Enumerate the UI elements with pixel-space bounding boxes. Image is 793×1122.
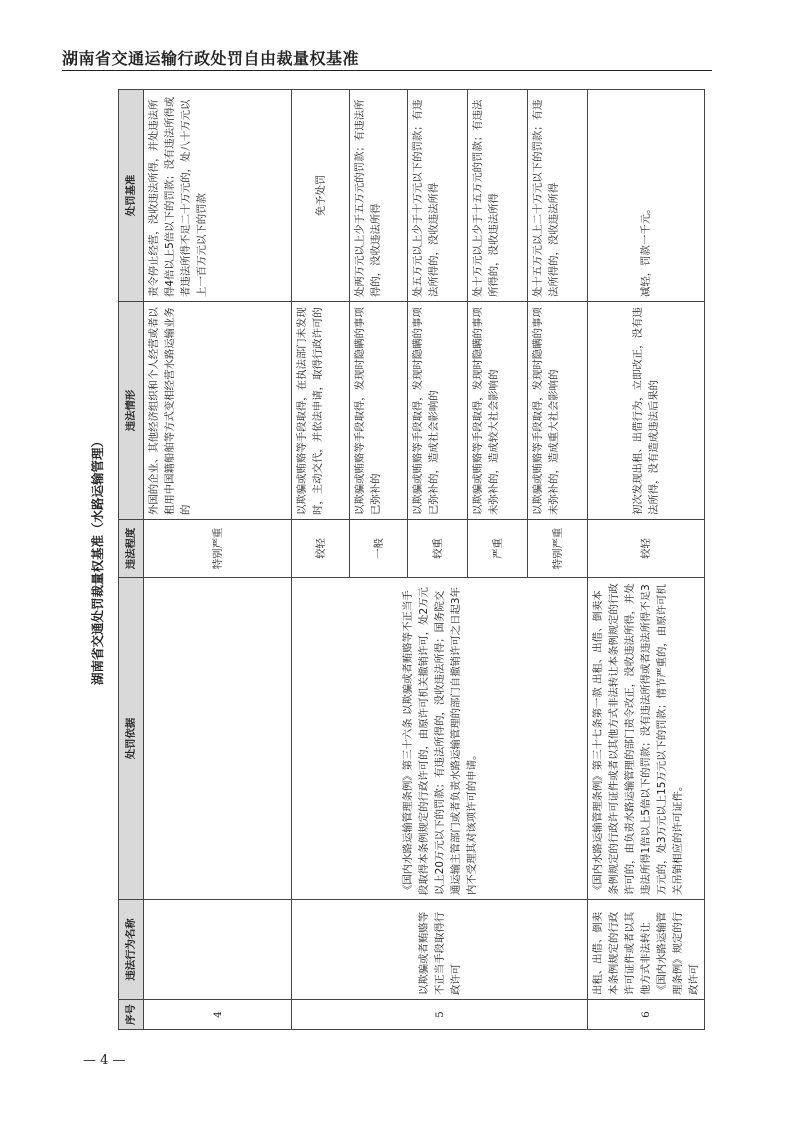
table-caption: 湖南省交通处罚裁量权基准（水路运输管理） (90, 435, 105, 686)
table-header-row (119, 90, 144, 1030)
row-number: 6 (588, 1000, 705, 1030)
col-header-severity: 违法程度 (119, 520, 144, 578)
page-number: — 4 — (83, 1053, 126, 1068)
penalty-basis (144, 578, 292, 900)
severity-cell: 特别严重 (144, 520, 292, 578)
standard-cell: 责令停止经营，没收违法所得，并处违法所得4倍以上5倍以下的罚款；没有违法所得或者违法所得不足二十万元的，处八十万元以上一百万元以下的罚款 (144, 90, 292, 302)
standard-cell: 处十万元以上少于十五万元的罚款；有违法所得的，没收违法所得 (468, 90, 528, 302)
col-header-standard: 处罚基准 (119, 90, 144, 302)
circumstance-cell: 以欺骗或贿赂等手段取得，发现时隐瞒的事项已弥补的，造成社会影响的 (408, 302, 468, 520)
severity-cell: 一般 (350, 520, 408, 578)
circumstance-cell: 以欺骗或贿赂等手段取得，发现时隐瞒的事项已弥补的 (350, 302, 408, 520)
col-header-num: 序号 (119, 1000, 144, 1030)
table-row (144, 90, 292, 1030)
rotated-table-container (90, 90, 708, 1030)
standard-cell: 免予处罚 (292, 90, 350, 302)
standard-cell: 减轻，罚款一千元。 (588, 90, 705, 302)
header-rule (62, 70, 712, 71)
row-number: 4 (144, 1000, 292, 1030)
circumstance-cell: 以欺骗或贿赂等手段取得，发现时隐瞒的事项未弥补的，造成重大社会影响的 (528, 302, 588, 520)
running-header: 湖南省交通运输行政处罚自由裁量权基准 (62, 49, 360, 68)
circumstance-cell: 以欺骗或贿赂等手段取得，发现时隐瞒的事项未弥补的，造成较大社会影响的 (468, 302, 528, 520)
standard-cell: 处两万元以上少于五万元的罚款；有违法所得的，没收违法所得 (350, 90, 408, 302)
violation-name: 以欺骗或者贿赂等不正当手段取得行政许可 (292, 900, 588, 1000)
circumstance-cell: 初次发现出租、出借行为，立即改正，没有违法所得，没有造成违法后果的 (588, 302, 705, 520)
circumstance-cell: 以欺骗或贿赂等手段取得，在执法部门未发现时，主动交代，并依法申请，取得行政许可的 (292, 302, 350, 520)
table-row (292, 90, 350, 1030)
col-header-basis: 处罚依据 (119, 578, 144, 900)
penalty-basis: 《国内水路运输管理条例》第三十七条第一款 出租、出借、倒卖本条例规定的行政许可证件或者以其他方式非法转让本条例规定的行政许可的，由负责水路运输管理的部门责令改正，没收违法所得，并处违法所得1倍以上5倍以下的罚款；没有违法所得或者违法所得不足3万元的，处3万元以上15万元以下的罚款；情节严重的，由原许可机关吊销相应的许可证件。 (588, 578, 705, 900)
table-row (588, 90, 705, 1030)
severity-cell: 较重 (408, 520, 468, 578)
row-number: 5 (292, 1000, 588, 1030)
violation-name (144, 900, 292, 1000)
standard-cell: 处十五万元以上二十万元以下的罚款；有违法所得的，没收违法所得 (528, 90, 588, 302)
severity-cell: 较轻 (588, 520, 705, 578)
severity-cell: 较轻 (292, 520, 350, 578)
severity-cell: 特别严重 (528, 520, 588, 578)
circumstance-cell: 外国的企业、其他经济组织和个人经营或者以租用中国籍船舶等方式变相经营水路运输业务的 (144, 302, 292, 520)
col-header-circumstance: 违法情形 (119, 302, 144, 520)
col-header-name: 违法行为名称 (119, 900, 144, 1000)
severity-cell: 严重 (468, 520, 528, 578)
penalty-basis: 《国内水路运输管理条例》第三十六条 以欺骗或者贿赂等不正当手段取得本条例规定的行政许可的，由原许可机关撤销许可，处2万元以上20万元以下的罚款；有违法所得的，没收违法所得；国务院交通运输主管部门或者负责水路运输管理的部门自撤销许可之日起3年内不受理其对该项许可的申请。 (292, 578, 588, 900)
penalty-table (118, 89, 705, 1030)
standard-cell: 处五万元以上少于十万元以下的罚款；有违法所得的，没收违法所得 (408, 90, 468, 302)
violation-name: 出租、出借、倒卖本条例规定的行政许可证件或者以其他方式非法转让《国内水路运输管理条例》规定的行政许可 (588, 900, 705, 1000)
